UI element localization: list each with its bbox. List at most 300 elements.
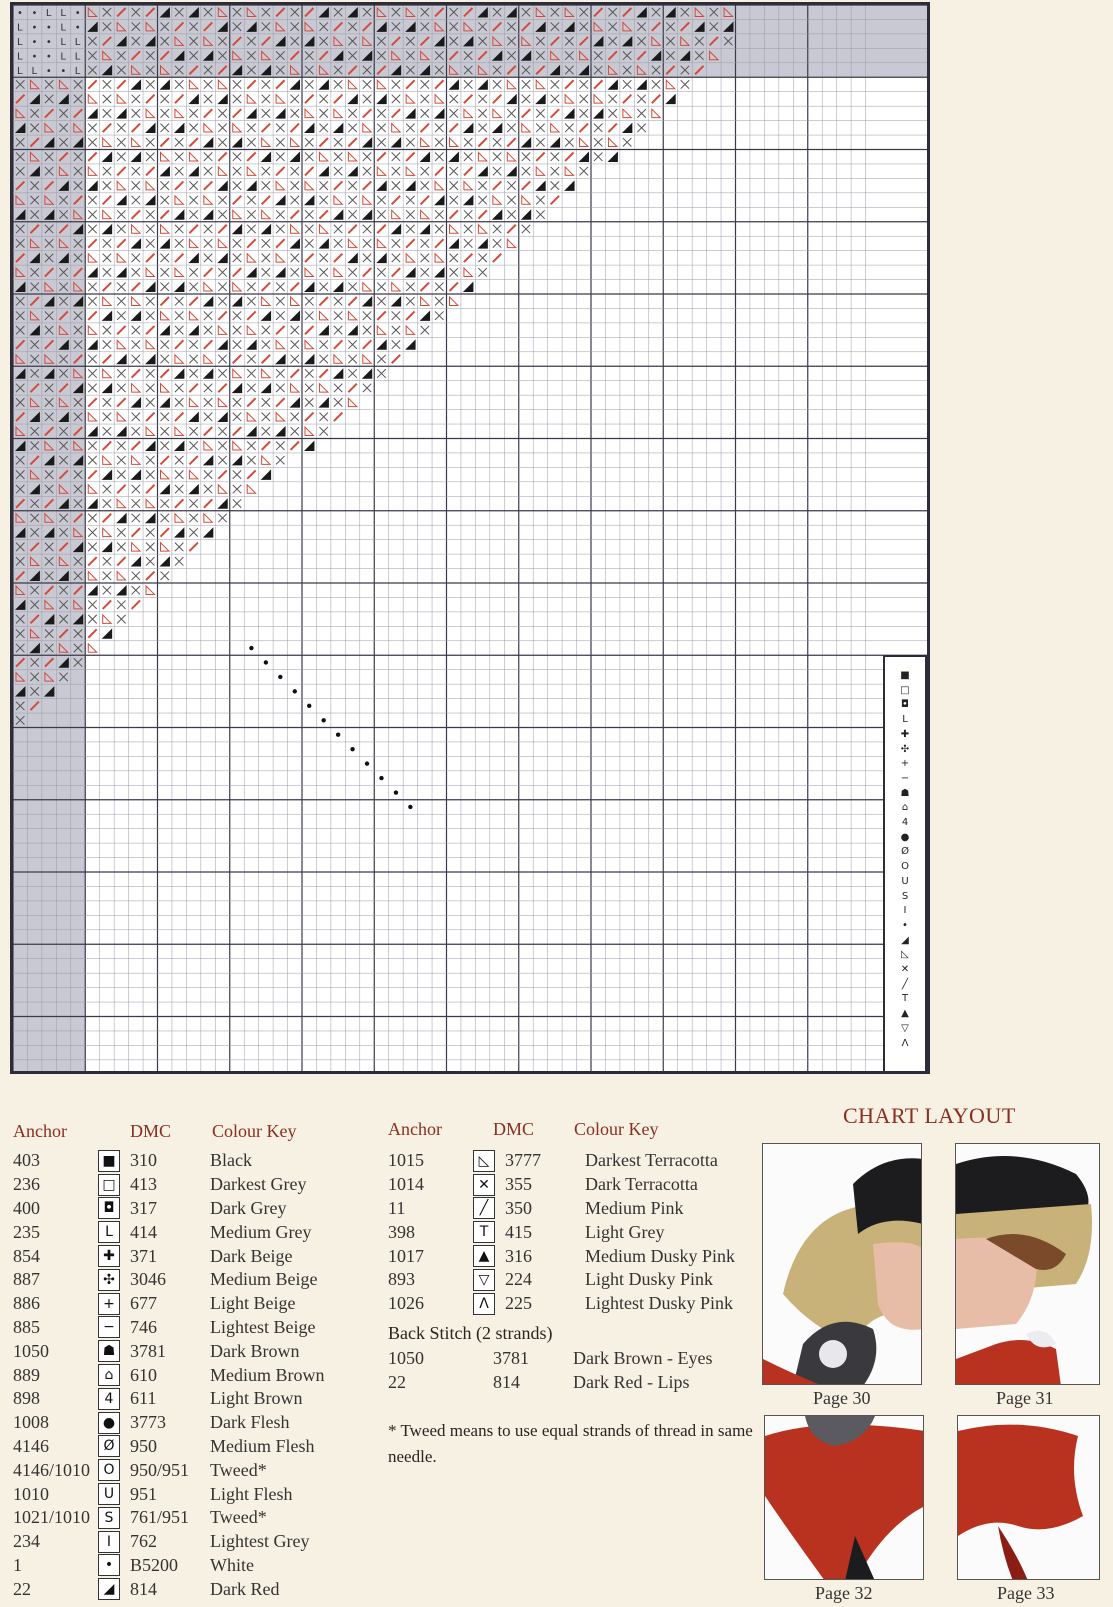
legend-strip-symbol: ✚ — [900, 728, 910, 740]
stitch-dark-triangle — [203, 209, 213, 219]
stitch-dark-triangle — [102, 310, 112, 320]
stitch-dark-triangle — [102, 383, 112, 393]
stitch-symbol-icon: ╱ — [473, 1197, 495, 1219]
stitch-pink-slash — [218, 384, 226, 392]
stitch-terracotta-triangle — [421, 138, 429, 146]
stitch-pink-slash — [117, 398, 125, 406]
stitch-dark-triangle — [376, 253, 386, 263]
stitch-cross — [536, 124, 544, 132]
dmc-code: 350 — [505, 1197, 532, 1218]
stitch-cross — [551, 181, 559, 189]
stitch-dark-triangle — [131, 310, 141, 320]
stitch-pink-slash — [218, 311, 226, 319]
stitch-cross — [421, 268, 429, 276]
stitch-cross — [450, 254, 458, 262]
anchor-code: 1010 — [13, 1483, 49, 1504]
stitch-cross — [88, 355, 96, 363]
stitch-pink-slash — [262, 283, 270, 291]
colour-key-row — [13, 1363, 400, 1387]
stitch-cross — [233, 95, 241, 103]
stitch-cross — [450, 95, 458, 103]
stitch-dark-triangle — [449, 152, 459, 162]
legend-strip-symbol: S — [901, 890, 909, 902]
stitch-dark-triangle — [160, 79, 170, 89]
stitch-cross — [247, 442, 255, 450]
stitch-cross — [233, 470, 241, 478]
stitch-cross — [247, 225, 255, 233]
stitch-cross — [319, 340, 327, 348]
stitch-pink-slash — [334, 413, 342, 421]
stitch-pink-slash — [493, 181, 501, 189]
stitch-cross — [608, 109, 616, 117]
stitch-symbol-icon: Ø — [98, 1435, 120, 1457]
stitch-cross — [175, 398, 183, 406]
stitch-pink-slash — [204, 181, 212, 189]
stitch-cross — [348, 369, 356, 377]
stitch-pink-slash — [493, 254, 501, 262]
portrait-hat-right-image — [956, 1144, 1100, 1385]
stitch-cross — [103, 239, 111, 247]
stitch-pink-slash — [363, 181, 371, 189]
stitch-terracotta-triangle — [276, 181, 284, 189]
stitch-terracotta-triangle — [507, 153, 515, 161]
stitch-pink-slash — [146, 167, 154, 175]
stitch-pink-slash — [146, 485, 154, 493]
stitch-dark-triangle — [376, 180, 386, 190]
stitch-cross — [146, 210, 154, 218]
stitch-dark-triangle — [131, 79, 141, 89]
stitch-terracotta-triangle — [507, 80, 515, 88]
stitch-pink-slash — [406, 80, 414, 88]
stitch-cross — [507, 196, 515, 204]
stitch-cross — [175, 80, 183, 88]
stitch-pink-slash — [319, 297, 327, 305]
stitch-cross — [161, 283, 169, 291]
stitch-cross — [175, 239, 183, 247]
stitch-dark-triangle — [102, 152, 112, 162]
stitch-cross — [204, 254, 212, 262]
stitch-cross — [435, 153, 443, 161]
stitch-cross — [189, 528, 197, 536]
stitch-terracotta-triangle — [334, 355, 342, 363]
stitch-cross — [204, 153, 212, 161]
dmc-code: 762 — [130, 1531, 157, 1552]
stitch-cross — [406, 283, 414, 291]
stitch-terracotta-triangle — [406, 95, 414, 103]
stitch-dark-triangle — [506, 94, 516, 104]
stitch-terracotta-triangle — [218, 80, 226, 88]
stitch-cross — [103, 109, 111, 117]
colour-key-row — [13, 1506, 400, 1530]
stitch-dark-triangle — [203, 455, 213, 465]
stitch-terracotta-triangle — [363, 196, 371, 204]
stitch-pink-slash — [392, 268, 400, 276]
stitch-pink-slash — [305, 167, 313, 175]
stitch-dark-triangle — [275, 108, 285, 118]
dmc-code: 814 — [493, 1372, 520, 1393]
stitch-cross — [637, 109, 645, 117]
stitch-pink-slash — [117, 80, 125, 88]
stitch-dark-triangle — [622, 123, 632, 133]
stitch-terracotta-triangle — [175, 355, 183, 363]
anchor-code: 893 — [388, 1269, 415, 1290]
colour-name: Dark Beige — [210, 1245, 293, 1266]
stitch-cross — [88, 297, 96, 305]
colour-name: Dark Brown - Eyes — [573, 1348, 713, 1369]
stitch-cross — [262, 340, 270, 348]
stitch-cross — [262, 413, 270, 421]
stitch-dark-triangle — [290, 238, 300, 248]
stitch-pink-slash — [132, 528, 140, 536]
stitch-pink-slash — [103, 600, 111, 608]
stitch-cross — [161, 181, 169, 189]
stitch-cross — [580, 167, 588, 175]
stitch-terracotta-triangle — [146, 499, 154, 507]
stitch-l: L — [74, 51, 81, 63]
legend-strip-symbol: ▽ — [901, 1022, 909, 1034]
stitch-cross — [117, 124, 125, 132]
colour-name: Dark Terracotta — [585, 1174, 698, 1195]
stitch-cross — [464, 210, 472, 218]
stitch-terracotta-triangle — [103, 369, 111, 377]
stitch-cross — [262, 95, 270, 103]
colour-name: Lightest Dusky Pink — [585, 1293, 734, 1314]
stitch-pink-slash — [247, 470, 255, 478]
stitch-dot — [408, 805, 412, 809]
stitch-terracotta-triangle — [623, 109, 631, 117]
stitch-cross — [363, 167, 371, 175]
stitch-pink-slash — [218, 470, 226, 478]
stitch-cross — [189, 124, 197, 132]
stitch-dark-triangle — [290, 152, 300, 162]
stitch-pink-slash — [204, 427, 212, 435]
stitch-terracotta-triangle — [117, 340, 125, 348]
stitch-cross — [363, 153, 371, 161]
stitch-cross — [146, 398, 154, 406]
stitch-terracotta-triangle — [392, 283, 400, 291]
colour-key-row — [388, 1197, 775, 1221]
stitch-dark-triangle — [477, 79, 487, 89]
stitch-cross — [348, 181, 356, 189]
stitch-dark-triangle — [217, 180, 227, 190]
stitch-cross — [218, 514, 226, 522]
stitch-dark-triangle — [434, 195, 444, 205]
stitch-terracotta-triangle — [233, 283, 241, 291]
stitch-cross — [88, 514, 96, 522]
stitch-cross — [88, 442, 96, 450]
anchor-code: 1050 — [13, 1340, 49, 1361]
key-header-dmc-left: DMC — [130, 1121, 172, 1141]
stitch-l: • — [45, 36, 52, 48]
stitch-dark-triangle — [174, 441, 184, 451]
colour-name: Medium Beige — [210, 1269, 318, 1290]
stitch-cross — [478, 95, 486, 103]
stitch-l: L — [60, 51, 66, 63]
stitch-dark-triangle — [160, 484, 170, 494]
stitch-cross — [262, 80, 270, 88]
stitch-terracotta-triangle — [363, 355, 371, 363]
stitch-cross — [103, 427, 111, 435]
stitch-symbol-icon: O — [98, 1459, 120, 1481]
stitch-dark-triangle — [261, 383, 271, 393]
stitch-pink-slash — [319, 369, 327, 377]
chart-symbol-strip — [883, 655, 927, 1073]
dmc-code: 950 — [130, 1435, 157, 1456]
stitch-cross — [276, 225, 284, 233]
stitch-cross — [218, 297, 226, 305]
stitch-terracotta-triangle — [493, 196, 501, 204]
stitch-symbol-icon: ◘ — [98, 1197, 120, 1219]
stitch-cross — [334, 326, 342, 334]
stitch-pink-slash — [189, 297, 197, 305]
stitch-cross — [117, 442, 125, 450]
stitch-dark-triangle — [174, 368, 184, 378]
stitch-terracotta-triangle — [88, 485, 96, 493]
stitch-pink-slash — [276, 80, 284, 88]
stitch-terracotta-triangle — [247, 485, 255, 493]
stitch-symbol-icon: ✣ — [98, 1269, 120, 1291]
stitch-cross — [146, 311, 154, 319]
stitch-cross — [218, 427, 226, 435]
stitch-dark-triangle — [131, 556, 141, 566]
stitch-terracotta-triangle — [319, 225, 327, 233]
stitch-pink-slash — [348, 297, 356, 305]
stitch-symbol-icon: • — [98, 1554, 120, 1576]
stitch-dark-triangle — [217, 498, 227, 508]
stitch-dark-triangle — [362, 137, 372, 147]
stitch-pink-slash — [305, 95, 313, 103]
dmc-code: 611 — [130, 1388, 157, 1409]
colour-key-row — [388, 1220, 775, 1244]
stitch-cross — [103, 557, 111, 565]
stitch-l: L — [17, 22, 23, 34]
stitch-dot — [379, 776, 383, 780]
stitch-dark-triangle — [275, 354, 285, 364]
stitch-terracotta-triangle — [536, 167, 544, 175]
stitch-pink-slash — [103, 514, 111, 522]
stitch-cross — [117, 297, 125, 305]
stitch-pink-slash — [146, 326, 154, 334]
stitch-l: L — [31, 65, 38, 77]
chart-grid — [13, 5, 927, 1071]
stitch-cross — [348, 355, 356, 363]
stitch-dark-triangle — [304, 441, 314, 451]
anchor-code: 1015 — [388, 1150, 424, 1171]
colour-key-row — [13, 1411, 400, 1435]
stitch-cross — [88, 369, 96, 377]
stitch-cross — [594, 153, 602, 161]
stitch-terracotta-triangle — [319, 311, 327, 319]
anchor-code: 1017 — [388, 1245, 424, 1266]
stitch-pink-slash — [305, 413, 313, 421]
stitch-pink-slash — [421, 196, 429, 204]
colour-key-row — [13, 1530, 400, 1554]
stitch-cross — [262, 239, 270, 247]
stitch-dark-triangle — [318, 325, 328, 335]
stitch-dark-triangle — [261, 152, 271, 162]
stitch-cross — [132, 109, 140, 117]
stitch-pink-slash — [247, 153, 255, 161]
stitch-cross — [348, 283, 356, 291]
colour-key-row — [13, 1292, 400, 1316]
stitch-pink-slash — [88, 153, 96, 161]
stitch-terracotta-triangle — [493, 109, 501, 117]
stitch-dark-triangle — [116, 195, 126, 205]
stitch-cross — [189, 442, 197, 450]
stitch-cross — [305, 153, 313, 161]
stitch-cross — [291, 427, 299, 435]
stitch-cross — [392, 326, 400, 334]
colour-name: Light Beige — [210, 1293, 296, 1314]
stitch-cross — [88, 124, 96, 132]
anchor-code: 898 — [13, 1388, 40, 1409]
stitch-cross — [103, 413, 111, 421]
stitch-dot — [336, 733, 340, 737]
stitch-cross — [450, 167, 458, 175]
stitch-pink-slash — [507, 225, 515, 233]
dmc-code: 610 — [130, 1364, 157, 1385]
thumbnail-page-30[interactable] — [762, 1143, 922, 1385]
stitch-cross — [319, 196, 327, 204]
stitch-terracotta-triangle — [189, 311, 197, 319]
stitch-terracotta-triangle — [117, 572, 125, 580]
stitch-l: • — [74, 8, 81, 19]
stitch-cross — [132, 268, 140, 276]
stitch-cross — [175, 326, 183, 334]
stitch-dark-triangle — [550, 137, 560, 147]
colour-name: Tweed* — [210, 1507, 267, 1528]
stitch-dark-triangle — [405, 267, 415, 277]
stitch-cross — [565, 124, 573, 132]
dmc-code: 677 — [130, 1293, 157, 1314]
stitch-cross — [161, 254, 169, 262]
stitch-dark-triangle — [362, 296, 372, 306]
stitch-dark-triangle — [665, 94, 675, 104]
stitch-dark-triangle — [261, 469, 271, 479]
stitch-cross — [464, 225, 472, 233]
stitch-cross — [478, 124, 486, 132]
stitch-terracotta-triangle — [392, 124, 400, 132]
dmc-code: 225 — [505, 1293, 532, 1314]
stitch-dark-triangle — [521, 137, 531, 147]
stitch-dark-triangle — [87, 180, 97, 190]
stitch-terracotta-triangle — [247, 413, 255, 421]
stitch-cross — [103, 398, 111, 406]
stitch-pink-slash — [623, 95, 631, 103]
anchor-code: 854 — [13, 1245, 40, 1266]
stitch-terracotta-triangle — [363, 283, 371, 291]
stitch-symbol-icon: I — [98, 1531, 120, 1553]
stitch-pink-slash — [161, 297, 169, 305]
stitch-dark-triangle — [232, 383, 242, 393]
stitch-pink-slash — [117, 239, 125, 247]
stitch-cross — [146, 369, 154, 377]
thumbnail-page-33[interactable] — [957, 1415, 1100, 1580]
stitch-terracotta-triangle — [319, 384, 327, 392]
colour-name: Dark Grey — [210, 1197, 287, 1218]
stitch-terracotta-triangle — [363, 124, 371, 132]
stitch-dark-triangle — [145, 195, 155, 205]
stitch-terracotta-triangle — [233, 369, 241, 377]
anchor-code: 234 — [13, 1531, 40, 1552]
colour-name: Medium Brown — [210, 1364, 325, 1385]
stitch-dark-triangle — [535, 94, 545, 104]
stitch-dark-triangle — [449, 238, 459, 248]
stitch-cross — [218, 456, 226, 464]
stitch-pink-slash — [233, 196, 241, 204]
stitch-pink-slash — [334, 254, 342, 262]
stitch-cross — [377, 210, 385, 218]
stitch-dark-triangle — [290, 397, 300, 407]
stitch-cross — [262, 268, 270, 276]
stitch-cross — [88, 283, 96, 291]
stitch-pink-slash — [88, 470, 96, 478]
stitch-cross — [551, 167, 559, 175]
stitch-cross — [175, 297, 183, 305]
cross-stitch-chart — [10, 2, 930, 1074]
stitch-l: • — [17, 8, 23, 19]
stitch-dark-triangle — [521, 209, 531, 219]
stitch-cross — [175, 311, 183, 319]
stitch-dark-triangle — [304, 282, 314, 292]
stitch-dark-triangle — [87, 585, 97, 595]
thumbnail-page-32[interactable] — [764, 1415, 924, 1580]
stitch-cross — [623, 80, 631, 88]
dmc-code: 3046 — [130, 1269, 166, 1290]
stitch-dark-triangle — [116, 267, 126, 277]
stitch-dark-triangle — [87, 267, 97, 277]
stitch-terracotta-triangle — [117, 95, 125, 103]
stitch-cross — [189, 355, 197, 363]
stitch-cross — [450, 196, 458, 204]
stitch-pink-slash — [132, 210, 140, 218]
stitch-l: • — [31, 51, 38, 63]
stitch-cross — [522, 225, 530, 233]
stitch-pink-slash — [594, 80, 602, 88]
stitch-symbol-icon: ◢ — [98, 1578, 120, 1600]
stitch-cross — [233, 153, 241, 161]
stitch-cross — [132, 254, 140, 262]
stitch-terracotta-triangle — [132, 384, 140, 392]
stitch-pink-slash — [406, 239, 414, 247]
stitch-symbol-icon: − — [98, 1316, 120, 1338]
stitch-cross — [522, 80, 530, 88]
stitch-pink-slash — [392, 109, 400, 117]
stitch-terracotta-triangle — [161, 384, 169, 392]
thumbnail-page-31[interactable] — [955, 1143, 1100, 1385]
stitch-terracotta-triangle — [652, 109, 660, 117]
stitch-pink-slash — [334, 95, 342, 103]
stitch-cross — [117, 369, 125, 377]
colour-key-row — [13, 1220, 400, 1244]
stitch-cross — [88, 138, 96, 146]
stitch-terracotta-triangle — [132, 297, 140, 305]
stitch-terracotta-triangle — [305, 427, 313, 435]
stitch-terracotta-triangle — [291, 138, 299, 146]
stitch-terracotta-triangle — [276, 95, 284, 103]
stitch-cross — [233, 311, 241, 319]
dmc-code: 950/951 — [130, 1459, 190, 1480]
stitch-cross — [204, 485, 212, 493]
anchor-code: 885 — [13, 1316, 40, 1337]
stitch-terracotta-triangle — [161, 543, 169, 551]
stitch-cross — [681, 80, 689, 88]
stitch-terracotta-triangle — [103, 528, 111, 536]
anchor-code: 1008 — [13, 1412, 49, 1433]
stitch-cross — [435, 124, 443, 132]
stitch-terracotta-triangle — [204, 196, 212, 204]
stitch-terracotta-triangle — [117, 181, 125, 189]
